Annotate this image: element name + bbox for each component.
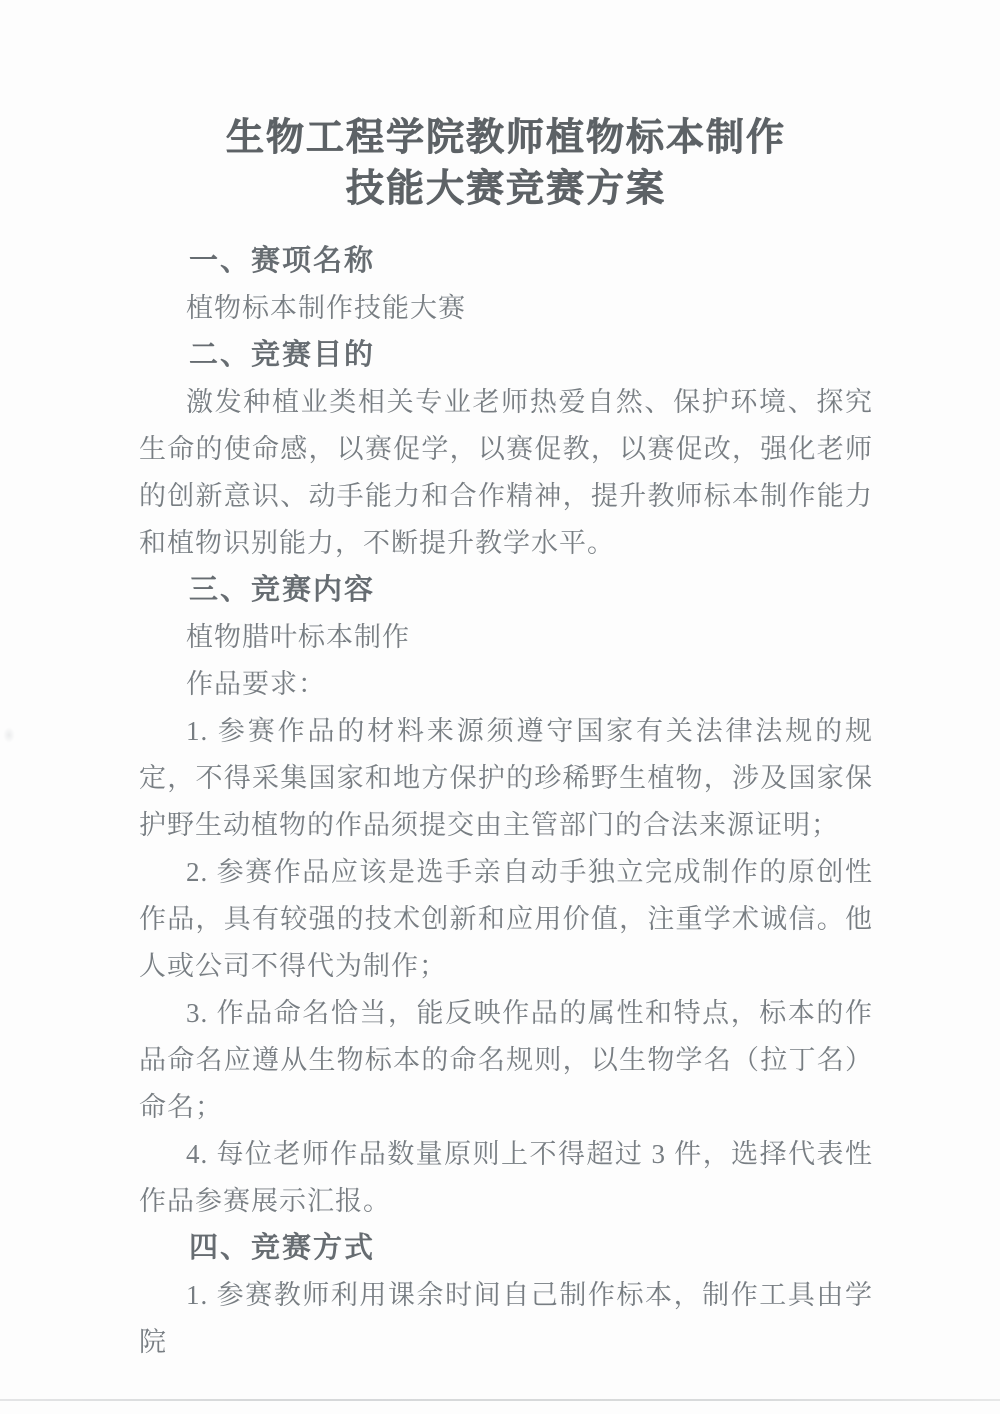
section-heading-competition-name: 一、赛项名称 bbox=[189, 245, 376, 277]
paragraph-requirement-3: 3. 作品命名恰当，能反映作品的属性和特点，标本的作品命名应遵从生物标本的命名规则，以生物学名（拉丁名）命名； bbox=[139, 998, 873, 1122]
paragraph-competition-purpose: 激发种植业类相关专业老师热爱自然、保护环境、探究生命的使命感，以赛促学，以赛促教，以赛促改，强化老师的创新意识、动手能力和合作精神，提升教师标本制作能力和植物识别能力，不断提升教学水平。 bbox=[139, 387, 873, 558]
document-content bbox=[139, 113, 873, 1366]
paragraph-content-item: 植物腊叶标本制作 bbox=[186, 622, 410, 652]
paragraph-requirement-2: 2. 参赛作品应该是选手亲自动手独立完成制作的原创性作品，具有较强的技术创新和应用价值，注重学术诚信。他人或公司不得代为制作； bbox=[139, 857, 873, 981]
paragraph-competition-name: 植物标本制作技能大赛 bbox=[186, 293, 466, 323]
paragraph-requirement-1: 1. 参赛作品的材料来源须遵守国家有关法律法规的规定，不得采集国家和地方保护的珍稀野生植物，涉及国家保护野生动植物的作品须提交由主管部门的合法来源证明； bbox=[139, 716, 873, 840]
paragraph-work-requirements-label: 作品要求： bbox=[186, 669, 326, 699]
section-heading-competition-method: 四、竞赛方式 bbox=[189, 1232, 376, 1264]
page-bottom-scan-edge bbox=[0, 1399, 1000, 1401]
paragraph-method-1: 1. 参赛教师利用课余时间自己制作标本，制作工具由学院 bbox=[139, 1280, 873, 1357]
scan-smudge-mark bbox=[3, 727, 15, 743]
section-heading-competition-purpose: 二、竞赛目的 bbox=[189, 339, 376, 371]
section-heading-competition-content: 三、竞赛内容 bbox=[189, 574, 376, 606]
document-title bbox=[139, 113, 873, 215]
paragraph-requirement-4: 4. 每位老师作品数量原则上不得超过 3 件，选择代表性作品参赛展示汇报。 bbox=[139, 1139, 873, 1216]
document-title-line-2: 技能大赛竞赛方案 bbox=[345, 168, 666, 210]
document-title-line-1: 生物工程学院教师植物标本制作 bbox=[225, 117, 786, 159]
